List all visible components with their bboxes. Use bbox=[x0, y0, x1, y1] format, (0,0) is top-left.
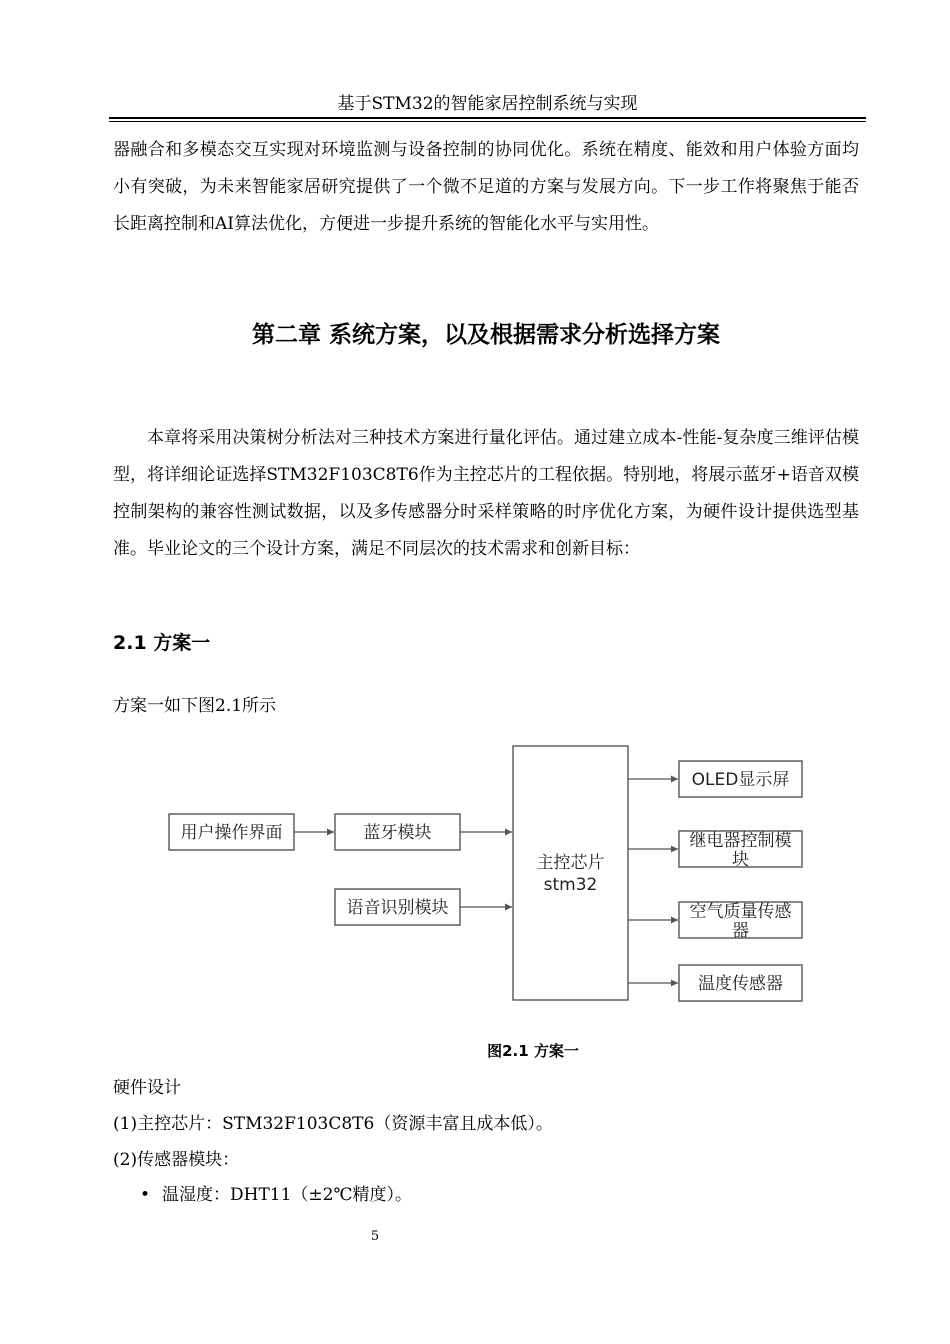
hardware-heading: 硬件设计 bbox=[113, 1078, 181, 1098]
relay-module-label-2: 块 bbox=[732, 850, 749, 870]
air-quality-sensor-label-2: 器 bbox=[732, 921, 749, 941]
oled-display-label: OLED显示屏 bbox=[691, 770, 790, 790]
temperature-sensor-label: 温度传感器 bbox=[698, 974, 783, 994]
mcu-core-label-1: 主控芯片 bbox=[536, 853, 605, 873]
hardware-item-2: (2)传感器模块： bbox=[113, 1150, 240, 1170]
relay-module-label-1: 继电器控制模 bbox=[689, 831, 792, 851]
mcu-core-label-2: stm32 bbox=[543, 875, 598, 895]
system-block-diagram bbox=[160, 738, 820, 1013]
air-quality-sensor-label-1: 空气质量传感 bbox=[689, 902, 792, 922]
mcu-core-box bbox=[513, 746, 628, 1000]
chapter-title: 第二章 系统方案，以及根据需求分析选择方案 bbox=[251, 322, 720, 348]
figure-caption: 图2.1 方案一 bbox=[487, 1042, 579, 1060]
header-rule-thin bbox=[109, 121, 866, 122]
hardware-item-1: (1)主控芯片：STM32F103C8T6（资源丰富且成本低）。 bbox=[113, 1114, 553, 1134]
running-header: 基于STM32的智能家居控制系统与实现 bbox=[337, 94, 638, 114]
header-rule-thick bbox=[109, 117, 866, 119]
bullet-item bbox=[140, 1183, 412, 1207]
figure-intro: 方案一如下图2.1所示 bbox=[113, 696, 277, 716]
bluetooth-module-label: 蓝牙模块 bbox=[363, 823, 432, 843]
intro-paragraph: 器融合和多模态交互实现对环境监测与设备控制的协同优化。系统在精度、能效和用户体验方面均小有突破，为未来智能家居研究提供了一个微不足道的方案与发展方向。下一步工作将聚焦于能否长距离控制和AI算法优化，方便进一步提升系统的智能化水平与实用性。 bbox=[113, 140, 859, 234]
page-number: 5 bbox=[370, 1229, 380, 1244]
bullet-icon: • bbox=[140, 1185, 151, 1205]
bullet-text: 温湿度：DHT11（±2℃精度）。 bbox=[162, 1185, 413, 1205]
user-interface-label: 用户操作界面 bbox=[180, 823, 283, 843]
voice-module-label: 语音识别模块 bbox=[346, 898, 449, 918]
chapter-paragraph: 本章将采用决策树分析法对三种技术方案进行量化评估。通过建立成本-性能-复杂度三维评估模型，将详细论证选择STM32F103C8T6作为主控芯片的工程依据。特别地，将展示蓝牙+语音双模控制架构的兼容性测试数据，以及多传感器分时采样策略的时序优化方案，为硬件设计提供选型基准。毕业论文的三个设计方案，满足不同层次的技术需求和创新目标： bbox=[113, 428, 859, 559]
section-title: 2.1 方案一 bbox=[113, 632, 211, 654]
